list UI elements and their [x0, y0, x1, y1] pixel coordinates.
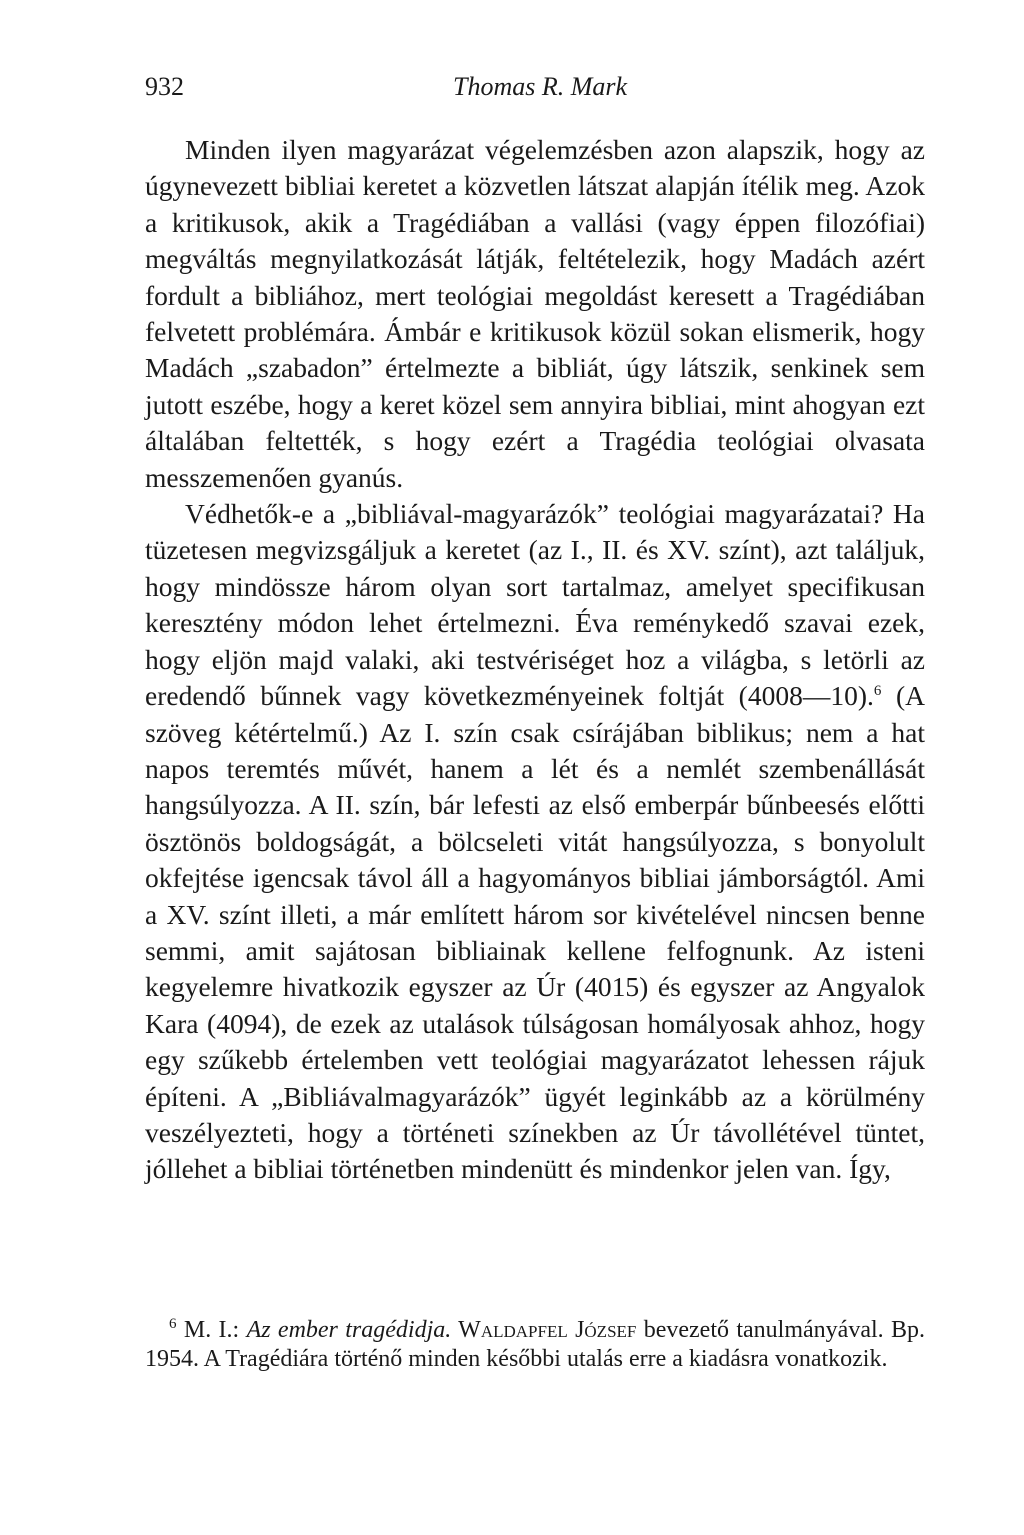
- footnote-rest: bevezető tanulmányával. Bp. 1954. A Tragédiára történő minden későbbi utalás erre a kiadásra vonatkozik.: [145, 1317, 926, 1372]
- footnote-title: Az ember tragédidja.: [246, 1317, 452, 1343]
- footnote-mark: 6: [169, 1316, 177, 1332]
- footnote-prefix: M. I.:: [176, 1317, 247, 1343]
- paragraph-2: [145, 496, 925, 1188]
- footnote: [145, 1316, 925, 1374]
- footnote-reference: 6: [873, 682, 882, 699]
- footnote-editor: Waldapfel József: [451, 1317, 637, 1343]
- body-text: [145, 132, 925, 1188]
- paragraph-2-part-2: (A szöveg kétértelmű.) Az I. szín csak csírájában biblikus; nem a hat napos teremtés művét, hanem a lét és a nemlét szembenállását hangsúlyozza. A II. szín, bár lefesti az első emberpár bűnbeesés előtti ösztönös boldogságát, a bölcseleti vitát hangsúlyozza, s bonyolult okfejtése igencsak távol áll a hagyományos bibliai jámborságtól. Ami a XV. színt illeti, a már említett három sor kivételével nincsen benne semmi, amit sajátosan bibliainak kellene felfognunk. Az isteni kegyelemre hivatkozik egyszer az Úr (4015) és egyszer az Angyalok Kara (4094), de ezek az utalások túlságosan homályosak ahhoz, hogy egy szűkebb értelemben vett teológiai magyarázatot lehessen rájuk építeni. A „Bibliávalmagyarázók” ügyét leginkább az a körülmény veszélyezteti, hogy a történeti színekben az Úr távollétével tüntet, jóllehet a bibliai történetben mindenütt és mindenkor jelen van. Így,: [145, 680, 925, 1185]
- paragraph-2-part-1: Védhetők-e a „bibliával-magyarázók” teológiai magyarázatai? Ha tüzetesen megvizsgáljuk a keretet (az I., II. és XV. színt), azt találjuk, hogy mindössze három olyan sort tartalmaz, amelyet specifikusan keresztény módon lehet értelmezni. Éva reménykedő szavai ezek, hogy eljön majd valaki, aki testvériséget hoz a világba, s letörli az eredendő bűnnek vagy következményeinek foltját (4008—10).: [145, 498, 925, 712]
- footnote-6: [145, 1316, 925, 1374]
- running-title: Thomas R. Mark: [453, 72, 628, 101]
- running-head: [145, 72, 925, 108]
- page-number: 932: [145, 72, 184, 101]
- paragraph-1: Minden ilyen magyarázat végelemzésben azon alapszik, hogy az úgynevezett bibliai keretet a közvetlen látszat alapján ítélik meg. Azok a kritikusok, akik a Tragédiában a vallási (vagy éppen filozófiai) megváltás megnyilatkozását látják, feltételezik, hogy Madách azért fordult a bibliához, mert teológiai megoldást keresett a Tragédiában felvetett problémára. Ámbár e kritikusok közül sokan elismerik, hogy Madách „szabadon” értelmezte a bibliát, úgy látszik, senkinek sem jutott eszébe, hogy a keret közel sem annyira bibliai, mint ahogyan ezt általában feltették, s hogy ezért a Tragédia teológiai olvasata messzemenően gyanús.: [145, 134, 925, 493]
